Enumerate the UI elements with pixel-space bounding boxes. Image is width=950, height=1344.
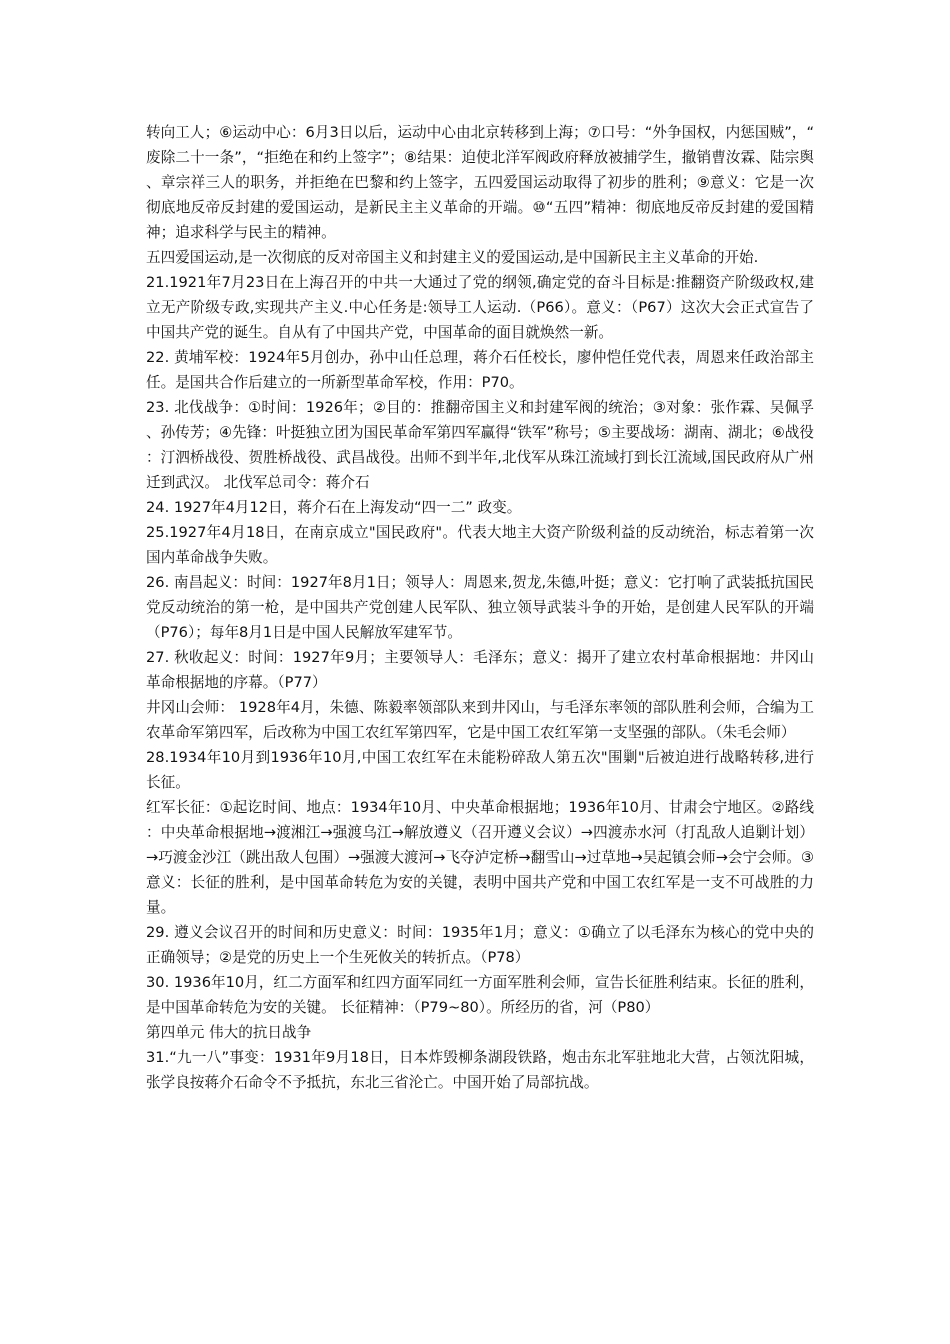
document-page: [146, 120, 814, 1095]
paragraph-item-28: 28.1934年10月到1936年10月,中国工农红军在未能粉碎敌人第五次"围剿"后被迫进行战略转移,进行长征。: [146, 749, 814, 791]
paragraph-item-30: 30. 1936年10月，红二方面军和红四方面军同红一方面军胜利会师，宣告长征胜利结束。长征的胜利，是中国革命转危为安的关键。 长征精神：（P79~80）。所经历的省，河（P80）: [146, 974, 814, 1016]
paragraph-may-fourth-details: 转向工人；⑥运动中心：6月3日以后，运动中心由北京转移到上海；⑦口号：“外争国权，内惩国贼”，“废除二十一条”，“拒绝在和约上签字”；⑧结果：迫使北洋军阀政府释放被捕学生，撤销曹汝霖、陆宗舆、章宗祥三人的职务，并拒绝在巴黎和约上签字，五四爱国运动取得了初步的胜利；⑨意义：它是一次彻底地反帝反封建的爱国运动，是新民主主义革命的开端。⑩“五四”精神：彻底地反帝反封建的爱国精神；追求科学与民主的精神。: [146, 124, 814, 241]
paragraph-long-march: 红军长征：①起讫时间、地点：1934年10月、中央革命根据地；1936年10月、甘肃会宁地区。②路线：中央革命根据地→渡湘江→强渡乌江→解放遵义（召开遵义会议）→四渡赤水河（打乱敌人追剿计划）→巧渡金沙江（跳出敌人包围）→强渡大渡河→飞夺泸定桥→翻雪山→过草地→吴起镇会师→会宁会师。③意义：长征的胜利，是中国革命转危为安的关键，表明中国共产党和中国工农红军是一支不可战胜的力量。: [146, 799, 814, 916]
paragraph-item-29: 29. 遵义会议召开的时间和历史意义：时间：1935年1月；意义：①确立了以毛泽东为核心的党中央的正确领导；②是党的历史上一个生死攸关的转折点。（P78）: [146, 924, 814, 966]
paragraph-item-27: 27. 秋收起义：时间：1927年9月；主要领导人：毛泽东；意义：揭开了建立农村革命根据地：井冈山革命根据地的序幕。（P77）: [146, 649, 814, 691]
paragraph-item-22: 22. 黄埔军校：1924年5月创办，孙中山任总理，蒋介石任校长，廖仲恺任党代表，周恩来任政治部主任。是国共合作后建立的一所新型革命军校，作用：P70。: [146, 349, 814, 391]
paragraph-item-21: 21.1921年7月23日在上海召开的中共一大通过了党的纲领,确定党的奋斗目标是:推翻资产阶级政权,建立无产阶级专政,实现共产主义.中心任务是:领导工人运动.（P66）。意义：（P67）这次大会正式宣告了中国共产党的诞生。自从有了中国共产党，中国革命的面目就焕然一新。: [146, 274, 814, 341]
paragraph-item-26: 26. 南昌起义：时间：1927年8月1日；领导人：周恩来,贺龙,朱德,叶挺；意义：它打响了武装抵抗国民党反动统治的第一枪，是中国共产党创建人民军队、独立领导武装斗争的开始，是创建人民军队的开端（P76）；每年8月1日是中国人民解放军建军节。: [146, 574, 814, 641]
paragraph-item-23: 23. 北伐战争：①时间：1926年；②目的：推翻帝国主义和封建军阀的统治；③对象：张作霖、吴佩孚、孙传芳；④先锋：叶挺独立团为国民革命军第四军赢得“铁军”称号；⑤主要战场：湖南、湖北；⑥战役：汀泗桥战役、贺胜桥战役、武昌战役。出师不到半年,北伐军从珠江流域打到长江流域,国民政府从广州迁到武汉。 北伐军总司令：蒋介石: [146, 399, 814, 491]
paragraph-item-25: 25.1927年4月18日，在南京成立"国民政府"。代表大地主大资产阶级利益的反动统治，标志着第一次国内革命战争失败。: [146, 524, 814, 566]
paragraph-may-fourth-summary: 五四爱国运动,是一次彻底的反对帝国主义和封建主义的爱国运动,是中国新民主主义革命的开始.: [146, 249, 759, 266]
paragraph-jinggangshan: 井冈山会师： 1928年4月，朱德、陈毅率领部队来到井冈山，与毛泽东率领的部队胜利会师，合编为工农革命军第四军，后改称为中国工农红军第四军，它是中国工农红军第一支坚强的部队。（朱毛会师）: [146, 699, 814, 741]
paragraph-item-31: 31.“九一八”事变：1931年9月18日，日本炸毁柳条湖段铁路，炮击东北军驻地北大营，占领沈阳城，张学良按蒋介石命令不予抵抗，东北三省沦亡。中国开始了局部抗战。: [146, 1049, 814, 1091]
paragraph-item-24: 24. 1927年4月12日，蒋介石在上海发动“四一二” 政变。: [146, 499, 522, 516]
section-heading-unit-4: 第四单元 伟大的抗日战争: [146, 1024, 312, 1041]
